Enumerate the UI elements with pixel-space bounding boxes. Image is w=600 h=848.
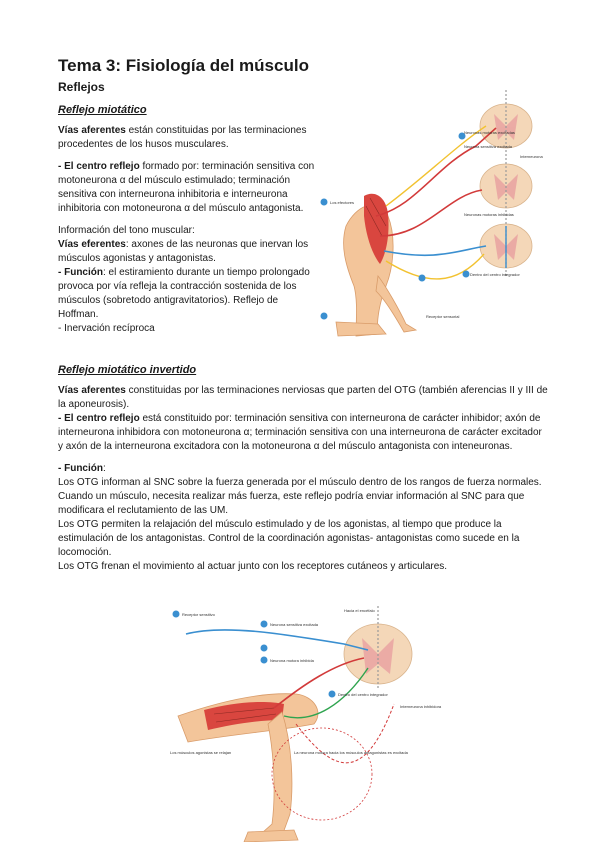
paragraph xyxy=(58,160,320,216)
paragraph xyxy=(58,124,320,152)
reflex-diagram-1 xyxy=(316,86,550,348)
reflex-diagram-2 xyxy=(164,604,444,842)
text: - Inervación recíproca xyxy=(58,323,155,334)
text: Los OTG informan al SNC sobre la fuerza generada por el músculo dentro de los rangos de fuerza normales. Cuando un músculo, necesita realizar más fuerza, este reflejo podría enviar información al SNC para que modificara el reclutamiento de las UM. xyxy=(58,477,542,516)
reflejo-invertido-block xyxy=(58,364,548,574)
label: Los efectores xyxy=(330,200,355,205)
text: : xyxy=(103,463,106,474)
text: Información del tono muscular: xyxy=(58,225,195,236)
label: La neurona motora hacia los músculos antagonistas es excitada xyxy=(294,750,408,755)
paragraph xyxy=(58,384,548,454)
bold-term: - El centro reflejo xyxy=(58,413,140,424)
bold-term: - Función xyxy=(58,463,103,474)
text: Los OTG permiten la relajación del músculo estimulado y de los agonistas, al tiempo que produce la estimulación de los antagonistas. Control de la coordinación agonistas- antagonistas como sucede en la locomoción. xyxy=(58,519,520,558)
text: : axones de las neuronas que inervan los músculos agonistas y antagonistas. xyxy=(58,239,309,264)
section-heading: Reflejos xyxy=(58,80,105,94)
label: Receptor sensorial xyxy=(426,314,460,319)
text: están constituidas por las terminaciones procedentes de los husos musculares. xyxy=(58,125,307,150)
text: Los OTG frenan el movimiento al actuar junto con los receptores cutáneos y articulares. xyxy=(58,561,448,572)
label: Interneurona xyxy=(520,154,543,159)
subheading-reflejo-invertido: Reflejo miotático invertido xyxy=(58,364,197,376)
text: está constituido por: terminación sensitiva con interneurona de carácter inhibidor; axón de interneurona inhibidora con motoneurona α; terminación sensitiva con una interneurona de carácter excitador y axón de la interneurona excitadora con la motoneurona α del músculo antagonista con inteneuronas. xyxy=(58,413,542,452)
reflejo-miotatico-block xyxy=(58,104,320,336)
label: Neurona sensitiva excitada xyxy=(464,144,513,149)
label: Los músculos agonistas se relajan xyxy=(170,750,232,755)
paragraph xyxy=(58,462,548,574)
text: constituidas por las terminaciones nerviosas que parten del OTG (también aferencias II y III de la aponeurosis). xyxy=(58,385,548,410)
paragraph xyxy=(58,224,320,336)
page-title: Tema 3: Fisiología del músculo xyxy=(58,56,309,75)
label: Hacia el encéfalo xyxy=(344,608,375,613)
label: Neuronas motoras excitadas xyxy=(464,130,515,135)
text: formado por: terminación sensitiva con motoneurona α del músculo estimulado; terminación sensitiva con interneurona inhibitoria e interneurona inhibitoria con motoneurona α del músculo antagonista. xyxy=(58,161,315,214)
label: Neurona sensitiva excitada xyxy=(270,622,319,627)
bold-term: - El centro reflejo xyxy=(58,161,140,172)
label: Neuronas motoras inhibidas xyxy=(464,212,514,217)
bold-term: - Función xyxy=(58,267,103,278)
label: Neurona motora inhibida xyxy=(270,658,314,663)
bold-term: Vías aferentes xyxy=(58,125,126,136)
label: Dentro del centro integrador xyxy=(338,692,388,697)
label: Receptor sensitivo xyxy=(182,612,215,617)
label: Dentro del centro integrador xyxy=(470,272,520,277)
subheading-reflejo-miotatico: Reflejo miotático xyxy=(58,104,147,116)
label: Interneurona inhibidora xyxy=(400,704,442,709)
bold-term: Vías aferentes xyxy=(58,385,126,396)
text: : el estiramiento durante un tiempo prolongado provoca por vía refleja la contracción sostenida de los músculos (sobretodo antigravitatorios). Reflejo de Hoffman. xyxy=(58,267,310,320)
foot-shape xyxy=(336,322,386,336)
bold-term: Vías eferentes xyxy=(58,239,126,250)
foot-shape xyxy=(244,830,298,842)
